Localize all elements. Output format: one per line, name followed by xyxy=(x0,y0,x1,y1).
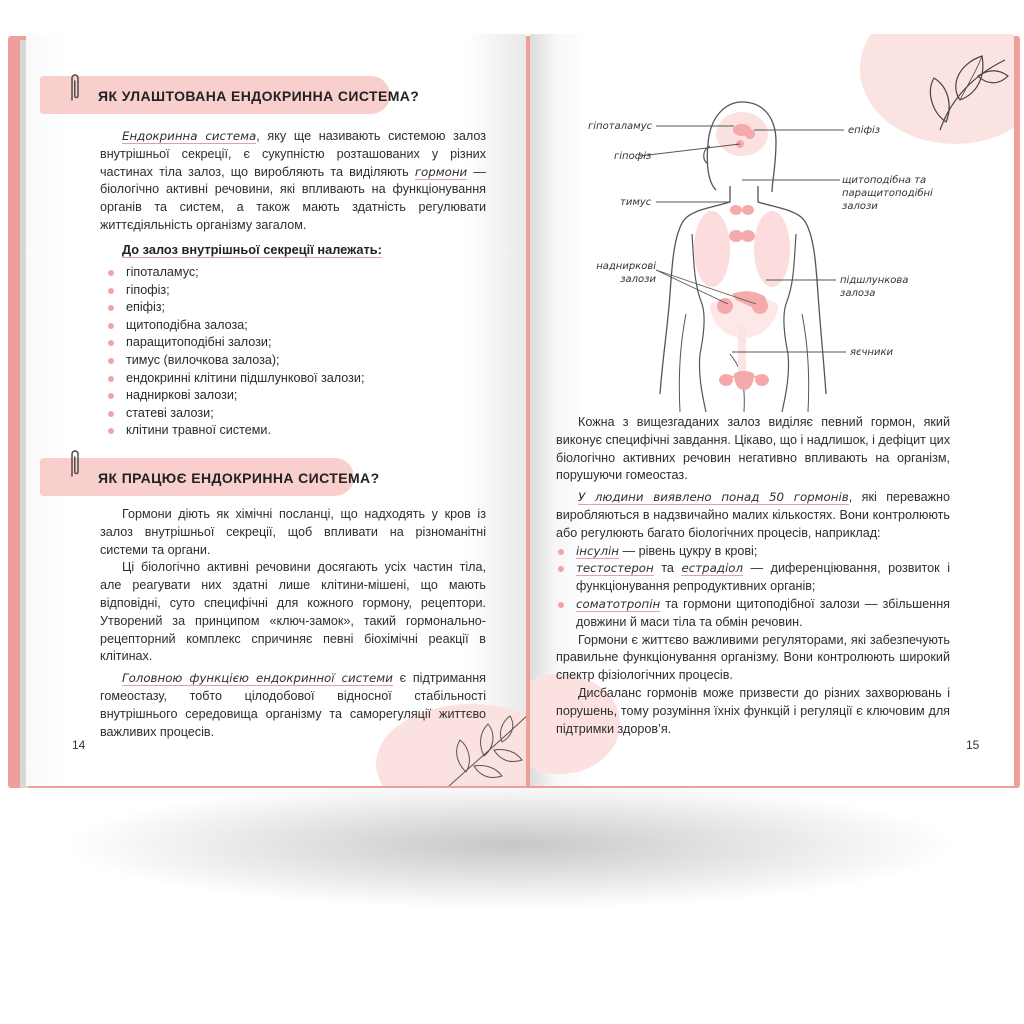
term: Ендокринна система xyxy=(122,129,257,143)
section-heading: ЯК ПРАЦЮЄ ЕНДОКРИННА СИСТЕМА? xyxy=(98,470,380,486)
label-thyroid: щитоподібна та паращитоподібні залози xyxy=(842,175,933,212)
right-page xyxy=(530,34,1014,786)
term: гормони xyxy=(414,164,468,179)
label-ovaries: яєчники xyxy=(850,347,893,358)
book-shadow xyxy=(60,780,960,910)
label-pituitary: гіпофіз xyxy=(614,151,652,162)
label-thymus: тимус xyxy=(620,197,652,208)
paragraph: Ендокринна система, яку ще називають системою залоз внутрішньої секреції, є сукупністю розташованих у різних частинах тіла залоз, що виробляють та виділяють гормони — біологічно активні речовини, які впливають на функціонування органів та систем, а також мають здатність регулювати життєдіяльність організму загалом. xyxy=(100,129,486,232)
list-item: тестостерон та естрадіол — диференціювання, розвиток і функціонування репродуктивних органів; xyxy=(556,560,950,596)
label-pancreas: підшлункова залоза xyxy=(840,275,909,299)
list-item: гіпоталамус; xyxy=(106,264,466,282)
term: Головною функцією ендокринної системи xyxy=(122,671,393,686)
page-number: 15 xyxy=(966,738,980,752)
leaf-branch-icon xyxy=(426,710,526,786)
paperclip-icon xyxy=(68,448,82,480)
page-number: 14 xyxy=(72,738,86,752)
list-item: гіпофіз; xyxy=(106,282,466,300)
list-item: клітини травної системи. xyxy=(106,422,466,440)
section-heading: ЯК УЛАШТОВАНА ЕНДОКРИННА СИСТЕМА? xyxy=(98,88,420,104)
left-page xyxy=(26,34,526,786)
list-subheading: До залоз внутрішньої секреції належать: xyxy=(122,242,382,257)
list-item: соматотропін та гормони щитоподібної залози — збільшення довжини й маси тіла та обмін речовин. xyxy=(556,596,950,632)
list-item: щитоподібна залоза; xyxy=(106,317,466,335)
diagram-leader-lines xyxy=(530,34,1014,454)
paragraph: Кожна з вищезгаданих залоз виділяє певний гормон, який виконує специфічні завдання. Цікаво, що і надлишок, і дефіцит цих біологічно активних речовин негативно впливають на організм, порушуючи гомеостаз. У людини виявлено понад 50 гормонів, які переважно виробляються в надзвичайно малих кількостях. Вони контролюють або регулюють багато біологічних процесів, наприклад: інсулін — рівень цукру в крові; тестостерон та естрадіол — диференціювання, розвиток і функціонування репродуктивних органів; соматотропін та гормони щитоподібної залози — збільшення довжини й маси тіла та обмін речовин. Гормони є життєво важливими регуляторами, які забезпечують правильне функціонування організму. Вони контролюють широкий спектр фізіологічних процесів. Дисбаланс гормонів може призвести до різних захворювань і порушень, тому розуміння їхніх функцій і регуляції є ключовим для підтримки здоров’я. xyxy=(556,415,950,736)
label-pineal: епіфіз xyxy=(848,125,881,136)
list-item: паращитоподібні залози; xyxy=(106,334,466,352)
term: У людини виявлено понад 50 гормонів xyxy=(578,490,849,505)
list-item: тимус (вилочкова залоза); xyxy=(106,352,466,370)
hormone-examples-list xyxy=(556,543,950,632)
label-hypothalamus: гіпоталамус xyxy=(588,121,653,132)
glands-list xyxy=(106,264,466,440)
list-item: епіфіз; xyxy=(106,299,466,317)
paperclip-icon xyxy=(68,72,82,104)
paragraph: Гормони діють як хімічні посланці, що надходять у кров із залоз внутрішньої секреції, щоб впливати на різноманітні системи та органи. Ці біологічно активні речовини досягають усіх частин тіла, але реагувати них здатні лише клітини-мішені, що мають відповідні, суто специфічні для кожного гормону, рецептори. Утворений за принципом «ключ-замок», такий гормонально-рецепторний комплекс спричиняє певні біохімічні реакції в клітинах. Головною функцією ендокринної системи є підтримання гомеостазу, тобто цілодобової відносної стабільності внутрішнього середовища організму та саморегуляції життєво важливих процесів. xyxy=(100,507,486,739)
label-adrenal: надниркові залози xyxy=(596,261,656,285)
list-item: надниркові залози; xyxy=(106,387,466,405)
list-item: інсулін — рівень цукру в крові; xyxy=(556,543,950,561)
list-item: ендокринні клітини підшлункової залози; xyxy=(106,370,466,388)
list-item: статеві залози; xyxy=(106,405,466,423)
